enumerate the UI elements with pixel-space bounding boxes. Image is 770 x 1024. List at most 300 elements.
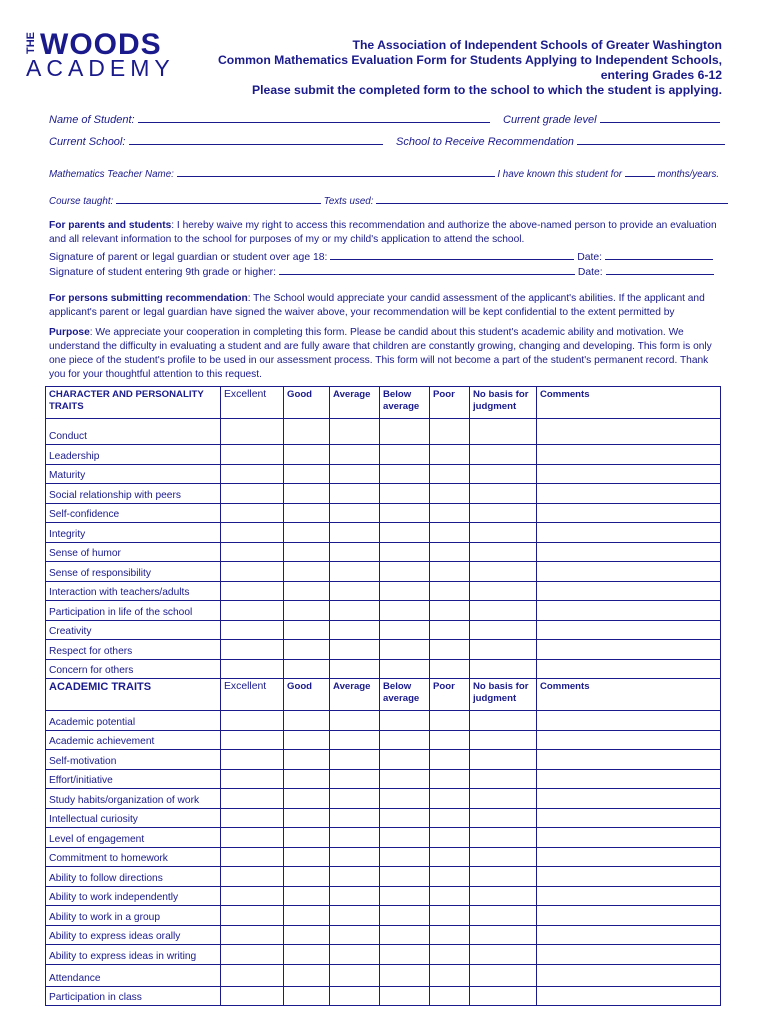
rating-cell-no-basis-for-judgment[interactable] [470, 886, 537, 906]
rating-cell-good[interactable] [284, 464, 330, 484]
rating-cell-comments[interactable] [537, 828, 721, 848]
rating-cell-average[interactable] [330, 906, 380, 926]
rating-header-comments: Comments [537, 679, 721, 711]
rating-cell-no-basis-for-judgment[interactable] [470, 769, 537, 789]
current-grade-label: Current grade level [503, 114, 597, 126]
rating-cell-no-basis-for-judgment[interactable] [470, 750, 537, 770]
table-row [46, 828, 721, 848]
rating-cell-poor[interactable] [430, 581, 470, 601]
rating-cell-comments[interactable] [537, 542, 721, 562]
table-row [46, 620, 721, 640]
rating-cell-average[interactable] [330, 945, 380, 965]
rating-cell-poor[interactable] [430, 945, 470, 965]
rating-cell-excellent[interactable] [221, 484, 284, 504]
rating-cell-average[interactable] [330, 581, 380, 601]
trait-label: Concern for others [46, 659, 221, 679]
table-row [46, 964, 721, 986]
rating-cell-below-average[interactable] [380, 620, 430, 640]
rating-cell-comments[interactable] [537, 986, 721, 1006]
academic-heading: ACADEMIC TRAITS [46, 679, 221, 711]
rating-cell-excellent[interactable] [221, 542, 284, 562]
rating-cell-comments[interactable] [537, 620, 721, 640]
rating-cell-average[interactable] [330, 542, 380, 562]
rating-cell-excellent[interactable] [221, 711, 284, 731]
rating-cell-below-average[interactable] [380, 562, 430, 582]
table-row [46, 789, 721, 809]
rating-cell-poor[interactable] [430, 789, 470, 809]
rating-cell-no-basis-for-judgment[interactable] [470, 867, 537, 887]
rating-cell-average[interactable] [330, 769, 380, 789]
course-taught-label: Course taught: [49, 196, 114, 207]
trait-label: Level of engagement [46, 828, 221, 848]
rating-cell-below-average[interactable] [380, 789, 430, 809]
rating-cell-no-basis-for-judgment[interactable] [470, 562, 537, 582]
rating-cell-no-basis-for-judgment[interactable] [470, 986, 537, 1006]
rating-cell-average[interactable] [330, 601, 380, 621]
rating-cell-good[interactable] [284, 867, 330, 887]
trait-label: Ability to work independently [46, 886, 221, 906]
rating-cell-average[interactable] [330, 867, 380, 887]
table-row [46, 986, 721, 1006]
rating-cell-below-average[interactable] [380, 503, 430, 523]
logo-the [26, 32, 40, 54]
table-row [46, 711, 721, 731]
trait-label: Self-motivation [46, 750, 221, 770]
rating-cell-comments[interactable] [537, 847, 721, 867]
rating-cell-poor[interactable] [430, 906, 470, 926]
rating-cell-poor[interactable] [430, 886, 470, 906]
rating-cell-no-basis-for-judgment[interactable] [470, 620, 537, 640]
rating-cell-below-average[interactable] [380, 640, 430, 660]
parents-text: : I hereby waive my right to access this recommendation and authorize the above-named person to provide an evaluation and all relevant information to the school for purposes of my or my child's application to attend the school. [49, 220, 717, 245]
trait-label: Conduct [46, 419, 221, 445]
rating-cell-comments[interactable] [537, 964, 721, 986]
rating-cell-poor[interactable] [430, 808, 470, 828]
rating-cell-average[interactable] [330, 523, 380, 543]
rating-cell-excellent[interactable] [221, 964, 284, 986]
rating-cell-no-basis-for-judgment[interactable] [470, 659, 537, 679]
header-line4: Please submit the completed form to the school to which the student is applying. [252, 83, 722, 97]
rating-cell-good[interactable] [284, 964, 330, 986]
table-row [46, 542, 721, 562]
rating-cell-poor[interactable] [430, 523, 470, 543]
course-row [49, 196, 728, 207]
rating-cell-excellent[interactable] [221, 847, 284, 867]
trait-label: Creativity [46, 620, 221, 640]
rating-cell-below-average[interactable] [380, 484, 430, 504]
trait-label: Ability to work in a group [46, 906, 221, 926]
logo-woods: WOODS [40, 28, 162, 61]
math-teacher-label: Mathematics Teacher Name: [49, 169, 174, 180]
rating-cell-poor[interactable] [430, 503, 470, 523]
rating-cell-comments[interactable] [537, 886, 721, 906]
header-line2: Common Mathematics Evaluation Form for Students Applying to Independent Schools, [217, 53, 722, 67]
rating-cell-excellent[interactable] [221, 769, 284, 789]
rating-cell-poor[interactable] [430, 769, 470, 789]
rating-cell-comments[interactable] [537, 711, 721, 731]
rating-cell-average[interactable] [330, 620, 380, 640]
rating-header-good: Good [284, 679, 330, 711]
trait-label: Interaction with teachers/adults [46, 581, 221, 601]
sig-student-field[interactable] [279, 274, 575, 275]
rating-cell-good[interactable] [284, 484, 330, 504]
table-row [46, 484, 721, 504]
trait-label: Social relationship with peers [46, 484, 221, 504]
rating-cell-below-average[interactable] [380, 750, 430, 770]
rating-cell-good[interactable] [284, 925, 330, 945]
logo-academy: ACADEMY [26, 55, 175, 81]
rating-cell-poor[interactable] [430, 847, 470, 867]
rating-cell-good[interactable] [284, 542, 330, 562]
rating-cell-poor[interactable] [430, 464, 470, 484]
rating-cell-average[interactable] [330, 503, 380, 523]
rating-cell-excellent[interactable] [221, 808, 284, 828]
rating-cell-below-average[interactable] [380, 847, 430, 867]
rating-header-average: Average [330, 387, 380, 419]
rating-cell-good[interactable] [284, 986, 330, 1006]
texts-used-label: Texts used: [323, 196, 374, 207]
rating-cell-below-average[interactable] [380, 601, 430, 621]
sig-parent-date-field[interactable] [605, 259, 713, 260]
rating-cell-average[interactable] [330, 964, 380, 986]
rating-cell-no-basis-for-judgment[interactable] [470, 523, 537, 543]
rating-cell-average[interactable] [330, 659, 380, 679]
rating-cell-no-basis-for-judgment[interactable] [470, 789, 537, 809]
rating-cell-no-basis-for-judgment[interactable] [470, 847, 537, 867]
rating-cell-good[interactable] [284, 419, 330, 445]
table-row [46, 601, 721, 621]
trait-label: Study habits/organization of work [46, 789, 221, 809]
table-row [46, 464, 721, 484]
rating-cell-good[interactable] [284, 503, 330, 523]
sig-parent-field[interactable] [330, 259, 574, 260]
rating-cell-average[interactable] [330, 445, 380, 465]
rating-cell-comments[interactable] [537, 601, 721, 621]
rating-cell-average[interactable] [330, 986, 380, 1006]
rating-header-no-basis-for-judgment: No basis for judgment [470, 387, 537, 419]
rating-cell-below-average[interactable] [380, 659, 430, 679]
current-school-field[interactable] [129, 144, 383, 145]
rating-cell-comments[interactable] [537, 562, 721, 582]
rating-cell-comments[interactable] [537, 659, 721, 679]
trait-label: Leadership [46, 445, 221, 465]
rating-cell-poor[interactable] [430, 620, 470, 640]
rating-cell-good[interactable] [284, 789, 330, 809]
table-row [46, 419, 721, 445]
sig-student-row [49, 267, 714, 278]
rating-cell-comments[interactable] [537, 750, 721, 770]
trait-label: Sense of humor [46, 542, 221, 562]
rating-cell-good[interactable] [284, 730, 330, 750]
rating-cell-no-basis-for-judgment[interactable] [470, 484, 537, 504]
rating-cell-excellent[interactable] [221, 659, 284, 679]
sig-student-date-field[interactable] [606, 274, 714, 275]
rating-cell-average[interactable] [330, 828, 380, 848]
purpose-paragraph [49, 326, 721, 382]
rating-cell-good[interactable] [284, 581, 330, 601]
rating-cell-excellent[interactable] [221, 828, 284, 848]
rating-cell-excellent[interactable] [221, 906, 284, 926]
recommenders-text: : The School would appreciate your candid assessment of the applicant's abilities. If the applicant and applicant's parent or legal guardian have signed the waiver above, your recommendation will be kept confidential to the extent permitted by [49, 293, 705, 318]
rating-cell-good[interactable] [284, 769, 330, 789]
trait-label: Ability to follow directions [46, 867, 221, 887]
academic-header-row [46, 679, 721, 711]
rating-cell-below-average[interactable] [380, 730, 430, 750]
table-row [46, 906, 721, 926]
known-for-label: I have known this student for [497, 169, 623, 180]
rating-cell-excellent[interactable] [221, 581, 284, 601]
rating-cell-excellent[interactable] [221, 640, 284, 660]
recommenders-heading: For persons submitting recommendation [49, 293, 248, 304]
rating-cell-excellent[interactable] [221, 620, 284, 640]
rating-cell-good[interactable] [284, 640, 330, 660]
table-row [46, 445, 721, 465]
rating-cell-poor[interactable] [430, 925, 470, 945]
math-teacher-field[interactable] [177, 176, 495, 177]
recommenders-paragraph [49, 292, 721, 320]
rating-cell-below-average[interactable] [380, 986, 430, 1006]
rating-cell-comments[interactable] [537, 730, 721, 750]
rating-cell-no-basis-for-judgment[interactable] [470, 945, 537, 965]
rating-cell-comments[interactable] [537, 503, 721, 523]
rating-cell-below-average[interactable] [380, 945, 430, 965]
table-row [46, 730, 721, 750]
rating-cell-average[interactable] [330, 886, 380, 906]
rating-cell-good[interactable] [284, 828, 330, 848]
rating-cell-good[interactable] [284, 711, 330, 731]
rating-cell-excellent[interactable] [221, 562, 284, 582]
rating-cell-comments[interactable] [537, 789, 721, 809]
rating-cell-comments[interactable] [537, 581, 721, 601]
rating-cell-excellent[interactable] [221, 986, 284, 1006]
rating-cell-good[interactable] [284, 523, 330, 543]
rating-cell-no-basis-for-judgment[interactable] [470, 808, 537, 828]
current-school-label: Current School: [49, 136, 126, 148]
name-of-student-field[interactable] [138, 122, 490, 123]
rating-cell-comments[interactable] [537, 925, 721, 945]
rating-cell-comments[interactable] [537, 523, 721, 543]
rating-cell-poor[interactable] [430, 750, 470, 770]
table-row [46, 581, 721, 601]
rating-cell-no-basis-for-judgment[interactable] [470, 964, 537, 986]
rating-cell-average[interactable] [330, 640, 380, 660]
rating-cell-below-average[interactable] [380, 925, 430, 945]
rating-cell-poor[interactable] [430, 711, 470, 731]
school-to-receive-label: School to Receive Recommendation [396, 136, 574, 148]
rating-cell-below-average[interactable] [380, 828, 430, 848]
header-line3: entering Grades 6-12 [600, 68, 722, 82]
rating-cell-average[interactable] [330, 730, 380, 750]
rating-cell-below-average[interactable] [380, 464, 430, 484]
rating-cell-excellent[interactable] [221, 464, 284, 484]
rating-cell-average[interactable] [330, 925, 380, 945]
rating-cell-excellent[interactable] [221, 925, 284, 945]
table-row [46, 808, 721, 828]
rating-cell-poor[interactable] [430, 640, 470, 660]
table-row [46, 867, 721, 887]
sig-parent-date-label: Date: [577, 252, 603, 263]
rating-cell-excellent[interactable] [221, 601, 284, 621]
character-heading: CHARACTER AND PERSONALITY TRAITS [46, 387, 221, 419]
rating-header-no-basis-for-judgment: No basis for judgment [470, 679, 537, 711]
rating-cell-below-average[interactable] [380, 711, 430, 731]
rating-cell-average[interactable] [330, 711, 380, 731]
rating-cell-good[interactable] [284, 847, 330, 867]
trait-label: Respect for others [46, 640, 221, 660]
rating-cell-below-average[interactable] [380, 542, 430, 562]
current-school-row [49, 136, 383, 148]
current-grade-row [503, 114, 720, 126]
name-of-student-row [49, 114, 490, 126]
rating-cell-excellent[interactable] [221, 886, 284, 906]
trait-label: Sense of responsibility [46, 562, 221, 582]
rating-cell-excellent[interactable] [221, 523, 284, 543]
rating-cell-excellent[interactable] [221, 945, 284, 965]
purpose-heading: Purpose [49, 327, 90, 338]
rating-cell-poor[interactable] [430, 828, 470, 848]
rating-cell-average[interactable] [330, 808, 380, 828]
rating-cell-poor[interactable] [430, 659, 470, 679]
rating-cell-comments[interactable] [537, 419, 721, 445]
rating-cell-good[interactable] [284, 808, 330, 828]
rating-cell-poor[interactable] [430, 867, 470, 887]
trait-label: Maturity [46, 464, 221, 484]
rating-cell-below-average[interactable] [380, 445, 430, 465]
rating-cell-poor[interactable] [430, 986, 470, 1006]
table-row [46, 945, 721, 965]
rating-cell-good[interactable] [284, 659, 330, 679]
rating-cell-below-average[interactable] [380, 867, 430, 887]
rating-cell-no-basis-for-judgment[interactable] [470, 464, 537, 484]
rating-cell-below-average[interactable] [380, 581, 430, 601]
texts-used-field[interactable] [376, 203, 728, 204]
rating-cell-poor[interactable] [430, 730, 470, 750]
rating-cell-excellent[interactable] [221, 750, 284, 770]
rating-cell-poor[interactable] [430, 445, 470, 465]
rating-cell-average[interactable] [330, 464, 380, 484]
rating-cell-comments[interactable] [537, 945, 721, 965]
rating-cell-good[interactable] [284, 750, 330, 770]
table-row [46, 925, 721, 945]
rating-cell-below-average[interactable] [380, 419, 430, 445]
math-teacher-row [49, 169, 719, 180]
rating-cell-no-basis-for-judgment[interactable] [470, 730, 537, 750]
rating-cell-excellent[interactable] [221, 419, 284, 445]
rating-cell-below-average[interactable] [380, 523, 430, 543]
rating-cell-comments[interactable] [537, 445, 721, 465]
parents-heading: For parents and students [49, 220, 172, 231]
rating-cell-below-average[interactable] [380, 808, 430, 828]
rating-cell-excellent[interactable] [221, 730, 284, 750]
trait-label: Effort/initiative [46, 769, 221, 789]
rating-cell-no-basis-for-judgment[interactable] [470, 445, 537, 465]
rating-cell-average[interactable] [330, 750, 380, 770]
rating-cell-poor[interactable] [430, 484, 470, 504]
rating-cell-no-basis-for-judgment[interactable] [470, 828, 537, 848]
rating-header-comments: Comments [537, 387, 721, 419]
rating-cell-average[interactable] [330, 484, 380, 504]
trait-label: Participation in life of the school [46, 601, 221, 621]
rating-header-good: Good [284, 387, 330, 419]
rating-cell-poor[interactable] [430, 964, 470, 986]
rating-cell-comments[interactable] [537, 808, 721, 828]
rating-cell-below-average[interactable] [380, 769, 430, 789]
rating-cell-average[interactable] [330, 562, 380, 582]
trait-label: Ability to express ideas orally [46, 925, 221, 945]
rating-cell-excellent[interactable] [221, 867, 284, 887]
school-to-receive-field[interactable] [577, 144, 725, 145]
rating-cell-good[interactable] [284, 445, 330, 465]
trait-label: Ability to express ideas in writing [46, 945, 221, 965]
rating-cell-good[interactable] [284, 601, 330, 621]
rating-cell-no-basis-for-judgment[interactable] [470, 419, 537, 445]
rating-cell-good[interactable] [284, 562, 330, 582]
rating-cell-excellent[interactable] [221, 789, 284, 809]
rating-cell-comments[interactable] [537, 906, 721, 926]
known-for-field[interactable] [625, 176, 655, 177]
rating-cell-average[interactable] [330, 419, 380, 445]
rating-cell-poor[interactable] [430, 542, 470, 562]
rating-cell-below-average[interactable] [380, 964, 430, 986]
table-row [46, 769, 721, 789]
sig-parent-row [49, 252, 713, 263]
rating-cell-good[interactable] [284, 620, 330, 640]
months-years-label: months/years. [657, 169, 720, 180]
sig-student-date-label: Date: [577, 267, 603, 278]
rating-cell-no-basis-for-judgment[interactable] [470, 601, 537, 621]
table-row [46, 750, 721, 770]
rating-cell-poor[interactable] [430, 601, 470, 621]
rating-cell-poor[interactable] [430, 419, 470, 445]
name-of-student-label: Name of Student: [49, 114, 135, 126]
rating-cell-no-basis-for-judgment[interactable] [470, 640, 537, 660]
rating-cell-good[interactable] [284, 945, 330, 965]
traits-table [45, 386, 721, 1006]
current-grade-field[interactable] [600, 122, 720, 123]
sig-parent-label: Signature of parent or legal guardian or student over age 18: [49, 252, 328, 263]
rating-cell-poor[interactable] [430, 562, 470, 582]
rating-cell-no-basis-for-judgment[interactable] [470, 503, 537, 523]
trait-label: Academic achievement [46, 730, 221, 750]
rating-cell-no-basis-for-judgment[interactable] [470, 542, 537, 562]
rating-cell-average[interactable] [330, 789, 380, 809]
table-row [46, 640, 721, 660]
trait-label: Intellectual curiosity [46, 808, 221, 828]
rating-cell-comments[interactable] [537, 484, 721, 504]
trait-label: Attendance [46, 964, 221, 986]
rating-cell-no-basis-for-judgment[interactable] [470, 581, 537, 601]
rating-cell-below-average[interactable] [380, 886, 430, 906]
rating-cell-good[interactable] [284, 886, 330, 906]
rating-cell-good[interactable] [284, 906, 330, 926]
rating-cell-excellent[interactable] [221, 445, 284, 465]
rating-cell-comments[interactable] [537, 769, 721, 789]
rating-cell-excellent[interactable] [221, 503, 284, 523]
rating-cell-comments[interactable] [537, 640, 721, 660]
rating-cell-below-average[interactable] [380, 906, 430, 926]
rating-header-excellent: Excellent [221, 679, 284, 711]
course-taught-field[interactable] [116, 203, 321, 204]
rating-cell-no-basis-for-judgment[interactable] [470, 925, 537, 945]
rating-cell-comments[interactable] [537, 867, 721, 887]
character-header-row [46, 387, 721, 419]
rating-cell-no-basis-for-judgment[interactable] [470, 711, 537, 731]
rating-cell-no-basis-for-judgment[interactable] [470, 906, 537, 926]
rating-cell-average[interactable] [330, 847, 380, 867]
rating-cell-comments[interactable] [537, 464, 721, 484]
parents-paragraph [49, 219, 721, 247]
table-row [46, 503, 721, 523]
